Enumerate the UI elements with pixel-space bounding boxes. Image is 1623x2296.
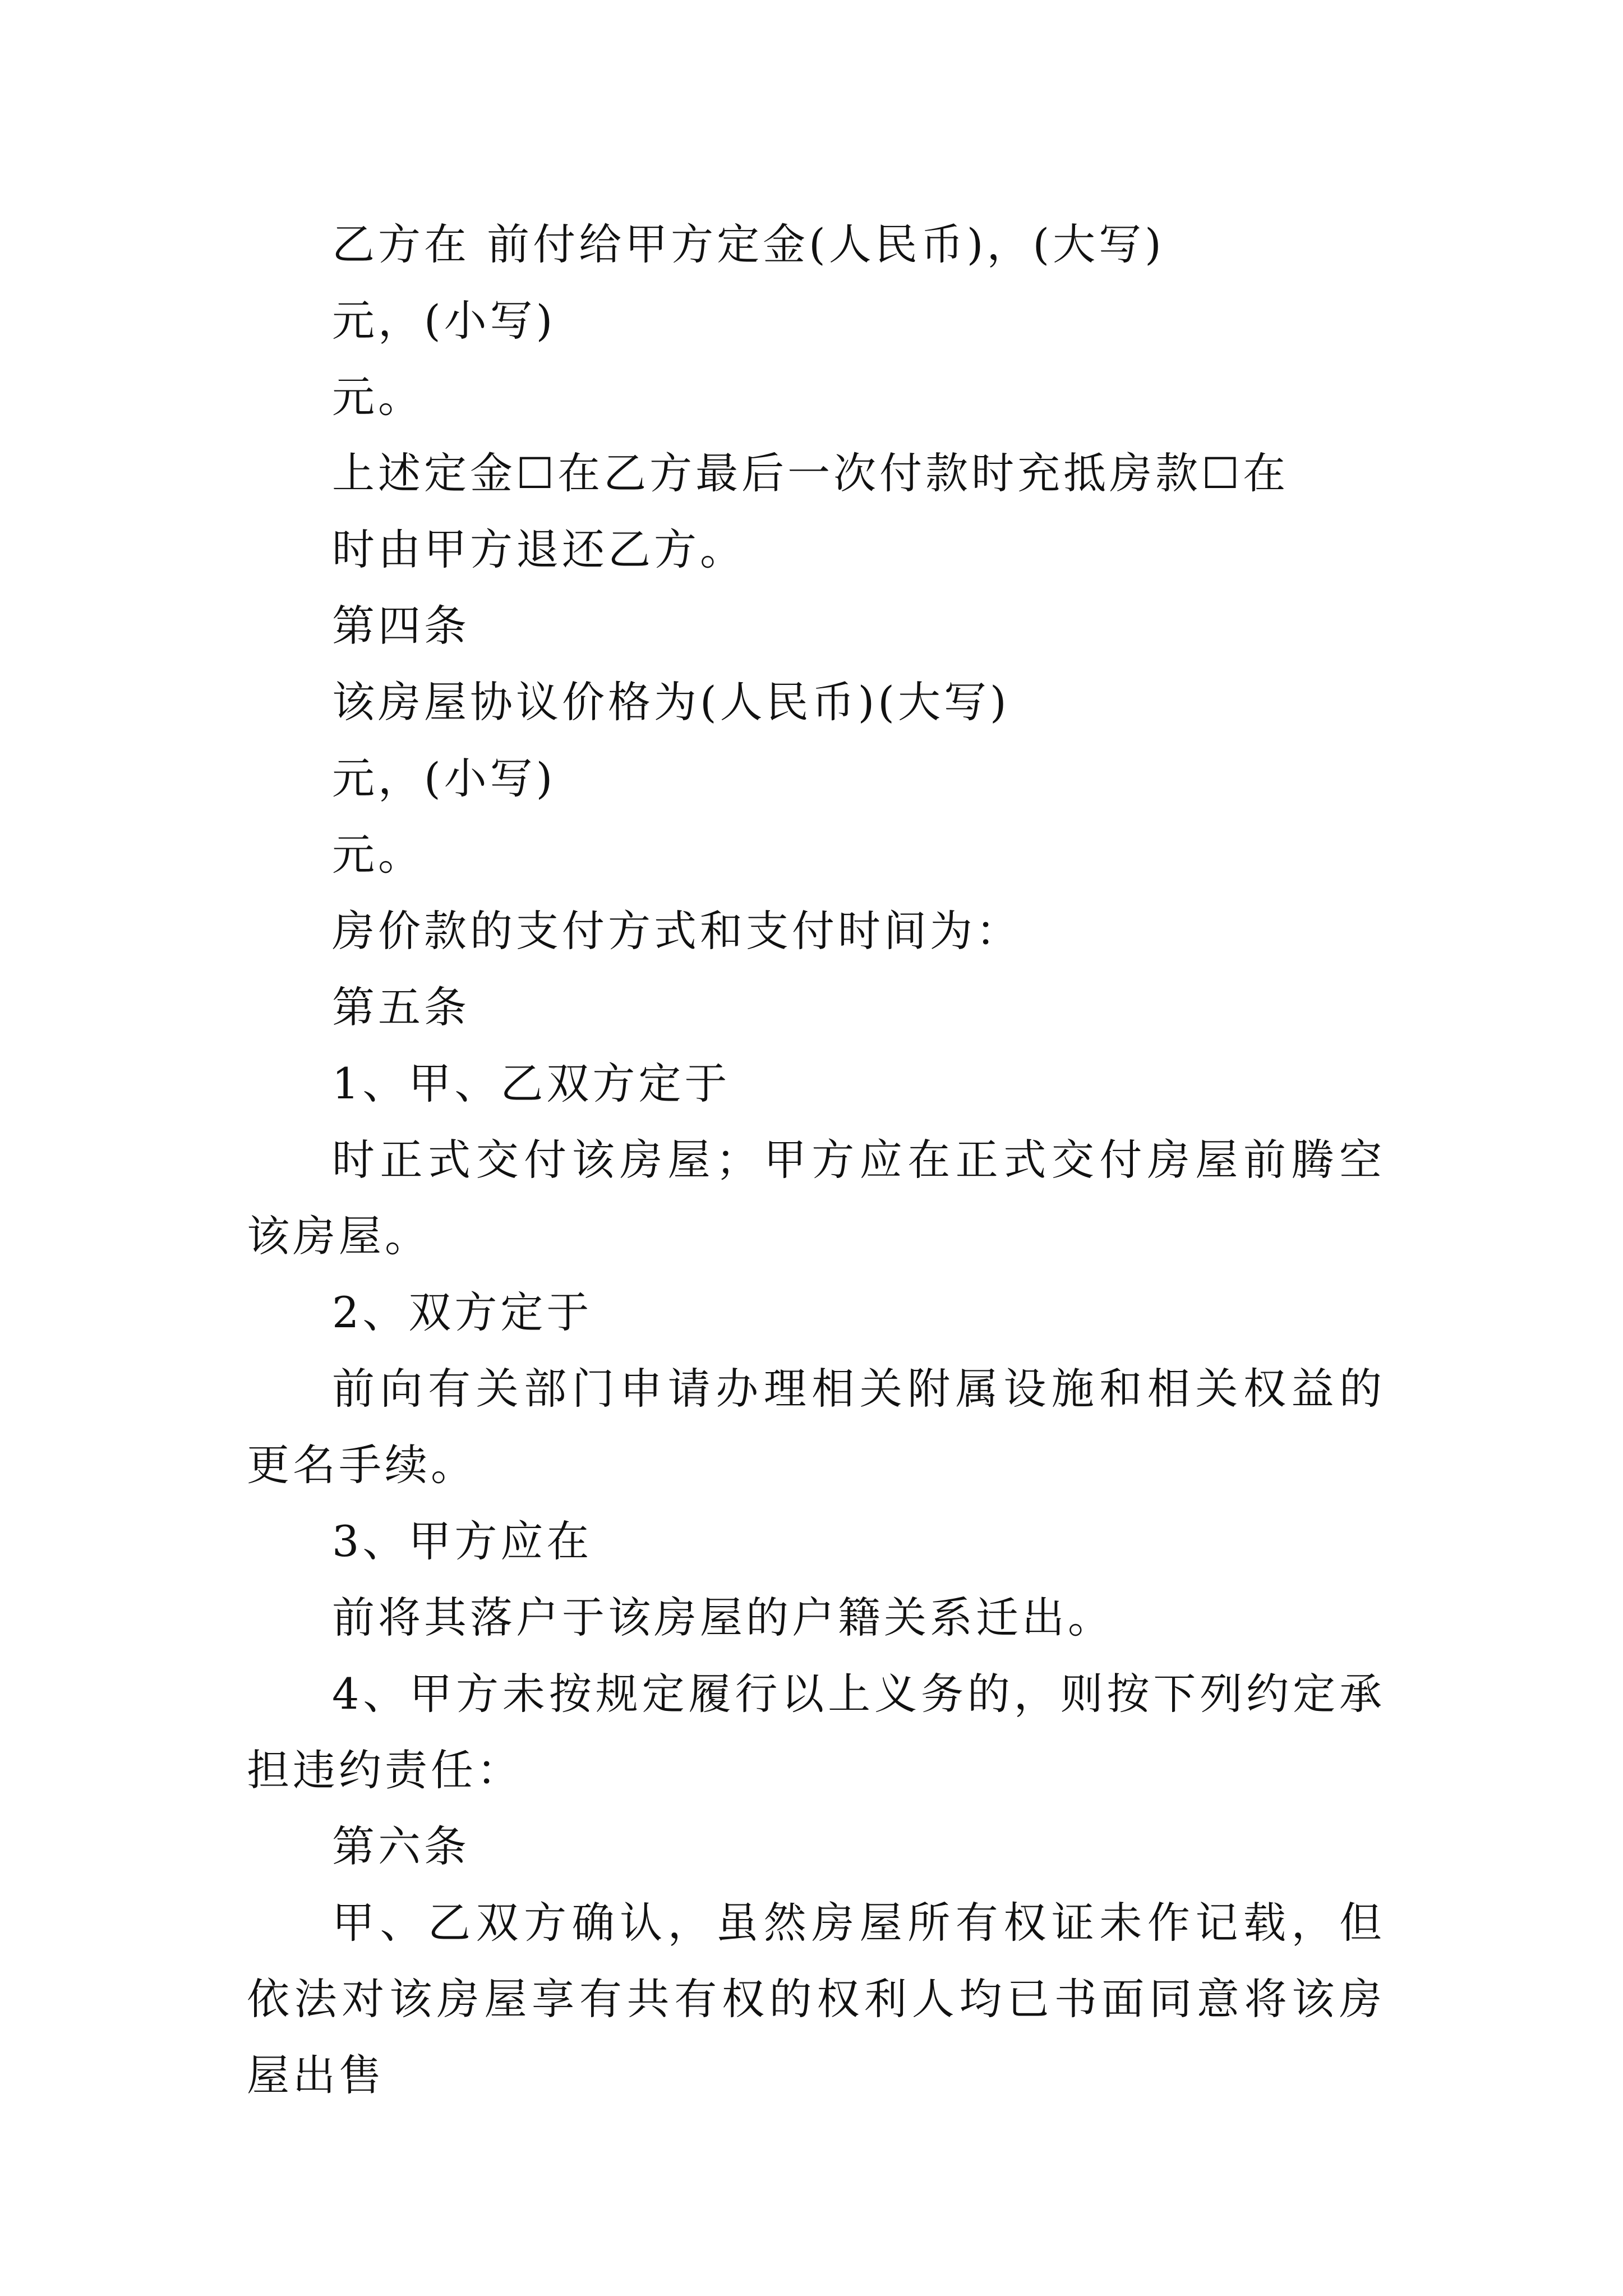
clause-5-1: 1、甲、乙双方定于: [332, 1059, 731, 1108]
article-6-heading: 第六条: [332, 1821, 470, 1871]
paragraph-deposit-refund: 时由甲方退还乙方。: [332, 524, 746, 574]
paragraph-deposit-offset: 上述定金☐在乙方最后一次付款时充抵房款☐在: [332, 448, 1289, 498]
clause-5-4-breach: 4、甲方未按规定履行以上义务的，则按下列约定承担违约责任：: [247, 1669, 1385, 1795]
paragraph-price-uppercase: 该房屋协议价格为(人民币)(大写): [332, 677, 1010, 727]
document-body: [247, 206, 1385, 2114]
paragraph-price-lowercase: 元，(小写): [332, 753, 556, 803]
clause-5-3: 3、甲方应在: [332, 1516, 593, 1566]
paragraph-deposit-payment: 乙方在 前付给甲方定金(人民币)，(大写): [332, 219, 1165, 269]
clause-5-1-delivery: 时正式交付该房屋；甲方应在正式交付房屋前腾空该房屋。: [247, 1135, 1385, 1261]
paragraph-deposit-lowercase: 元，(小写): [332, 296, 556, 346]
paragraph-deposit-yuan: 元。: [332, 372, 424, 422]
article-4-heading: 第四条: [332, 601, 470, 651]
paragraph-price-yuan: 元。: [332, 830, 424, 880]
clause-5-3-household: 前将其落户于该房屋的户籍关系迁出。: [332, 1593, 1114, 1642]
article-5-heading: 第五条: [332, 982, 470, 1032]
paragraph-co-ownership: 甲、乙双方确认，虽然房屋所有权证未作记载，但依法对该房屋享有共有权的权利人均已书面同意将该房屋出售: [247, 1898, 1385, 2100]
clause-5-2-rename: 前向有关部门申请办理相关附属设施和相关权益的更名手续。: [247, 1364, 1385, 1490]
clause-5-2: 2、双方定于: [332, 1287, 593, 1337]
paragraph-payment-method: 房价款的支付方式和支付时间为：: [332, 906, 1022, 956]
